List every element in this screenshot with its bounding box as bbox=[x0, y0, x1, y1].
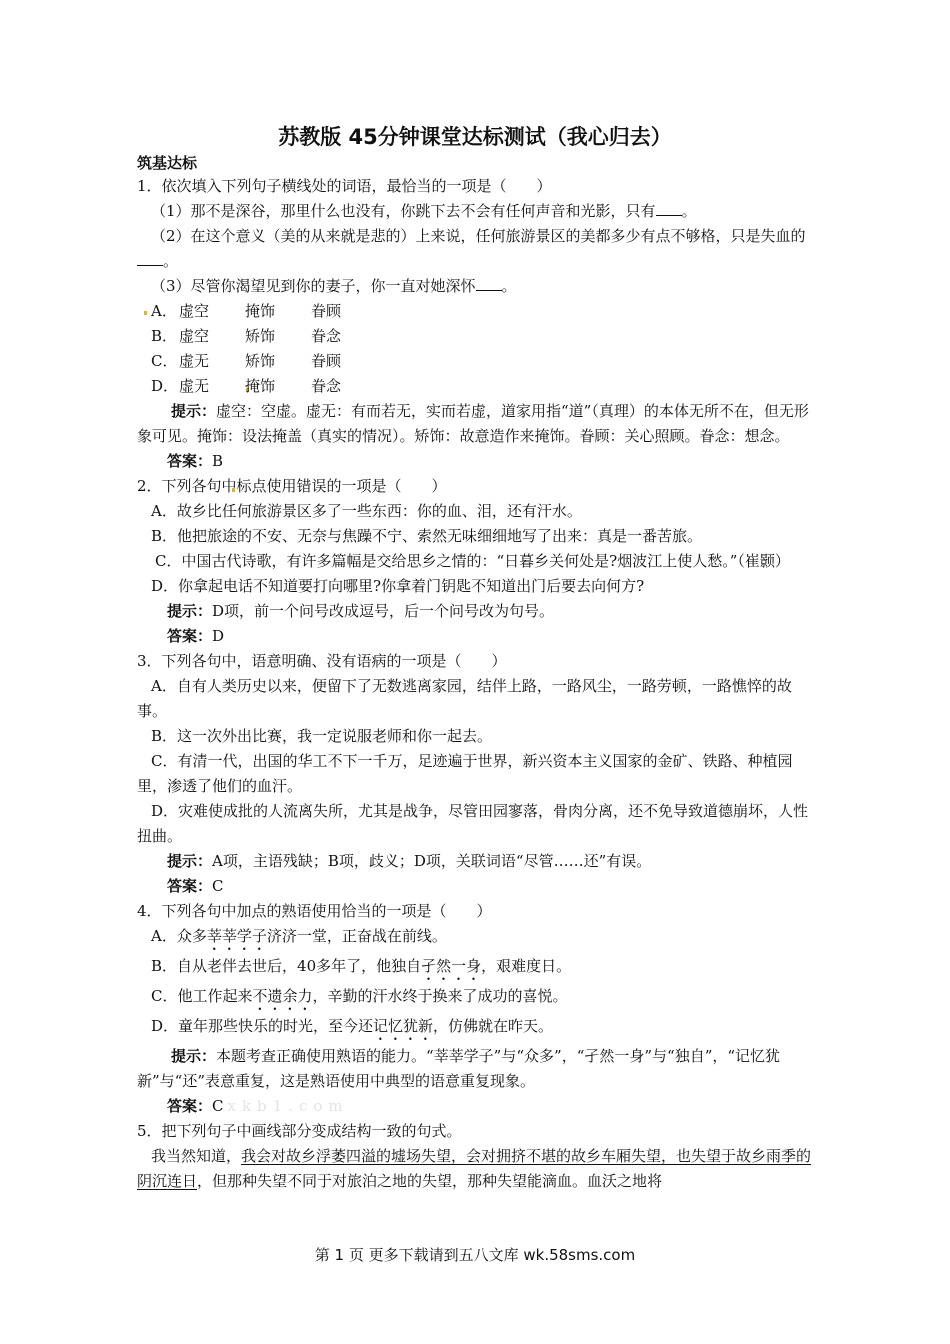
q4-hint: 提示：本题考查正确使用熟语的能力。“莘莘学子”与“众多”，“孑然一身”与“独自”，“记忆犹新”与“还”表意重复，这是熟语使用中典型的语意重复现象。 bbox=[137, 1047, 781, 1090]
q2-option-b: B．他把旅途的不安、无奈与焦躁不宁、索然无味细细地写了出来：真是一番苦旅。 bbox=[151, 527, 703, 545]
q2-option-d: D．你拿起电话不知道要打向哪里?你拿着门钥匙不知道出门后要去向何方? bbox=[151, 577, 645, 595]
q1-sentence-1: （1）那不是深谷，那里什么也没有，你跳下去不会有任何声音和光影，只有 。 bbox=[151, 202, 697, 220]
document-body bbox=[137, 174, 815, 1194]
q1-option-b: B． 虚空 矫饰 眷念 bbox=[151, 327, 342, 345]
q4-answer: 答案：C xkb1.com bbox=[167, 1097, 349, 1115]
q2-option-a: A．故乡比任何旅游景区多了一些东西：你的血、泪，还有汗水。 bbox=[151, 502, 582, 520]
q1-sentence-2: （2）在这个意义（美的从来就是悲的）上来说，任何旅游景区的美都多少有点不够格，只是失血的。 bbox=[137, 224, 815, 274]
question-4-stem: 4．下列各句中加点的熟语使用恰当的一项是（ ） bbox=[137, 902, 492, 920]
q1-hint: 提示：虚空：空虚。虚无：有而若无，实而若虚，道家用指“道”（真理）的本体无所不在，但无形象可见。掩饰：设法掩盖（真实的情况）。矫饰：故意造作来掩饰。眷顾：关心照顾。眷念：想念。 bbox=[137, 402, 809, 445]
q4-option-b: B．自从老伴去世后，40多年了，他独自孑然一身，艰难度日。 bbox=[151, 957, 572, 975]
watermark-text: xkb1.com bbox=[227, 1097, 349, 1115]
answer-blank bbox=[137, 251, 163, 266]
q3-answer: 答案：C bbox=[167, 877, 224, 895]
q1-answer: 答案：B bbox=[167, 452, 224, 470]
q3-option-a: A．自有人类历史以来，便留下了无数逃离家园，结伴上路，一路风尘，一路劳顿，一路憔悴的故事。 bbox=[137, 677, 792, 720]
question-5-stem: 5．把下列句子中画线部分变成结构一致的句式。 bbox=[137, 1122, 462, 1140]
question-1-stem: 1．依次填入下列句子横线处的词语，最恰当的一项是（ ） bbox=[137, 177, 552, 195]
q3-option-b: B．这一次外出比赛，我一定说服老师和你一起去。 bbox=[151, 727, 493, 745]
q1-sentence-3: （3）尽管你渴望见到你的妻子，你一直对她深怀 。 bbox=[151, 277, 517, 295]
q1-option-a: A． 虚空 掩饰 眷顾 bbox=[151, 302, 342, 320]
q4-option-a: A．众多莘莘学子济济一堂，正奋战在前线。 bbox=[151, 927, 447, 945]
answer-blank bbox=[476, 276, 502, 291]
page-footer: 第 1 页 更多下载请到五八文库 wk.58sms.com bbox=[314, 1246, 636, 1264]
page-title: 苏教版 45分钟课堂达标测试（我心归去） bbox=[278, 125, 672, 149]
q3-option-c: C．有清一代，出国的华工不下一千万，足迹遍于世界，新兴资本主义国家的金矿、铁路、种植园里，渗透了他们的血汗。 bbox=[137, 752, 793, 795]
q2-option-c: C．中国古代诗歌，有许多篇幅是交给思乡之情的：“日暮乡关何处是?烟波江上使人愁。”（崔颢） bbox=[155, 552, 790, 570]
answer-blank bbox=[656, 201, 682, 216]
underlined-phrase: 我会对故乡浮萎四溢的墟场失望，会对拥挤不堪的故乡车厢失望，也失望于故乡雨季的阴沉连日 bbox=[137, 1147, 812, 1190]
section-heading: 筑基达标 bbox=[137, 154, 198, 172]
q2-answer: 答案：D bbox=[167, 627, 225, 645]
question-3-stem: 3．下列各句中，语意明确、没有语病的一项是（ ） bbox=[137, 652, 507, 670]
q1-option-d: D．虚无 掩饰 眷念 bbox=[151, 377, 342, 395]
q2-hint: 提示：D项，前一个问号改成逗号，后一个问号改为句号。 bbox=[167, 602, 555, 620]
q3-option-d: D．灾难使成批的人流离失所，尤其是战争，尽管田园寥落，骨肉分离，还不免导致道德崩坏，人性扭曲。 bbox=[137, 802, 809, 845]
q5-passage: 我当然知道，我会对故乡浮萎四溢的墟场失望，会对拥挤不堪的故乡车厢失望，也失望于故乡雨季的阴沉连日，但那种失望不同于对旅泊之地的失望，那种失望能滴血。血沃之地将 bbox=[137, 1147, 812, 1190]
q1-option-c: C． 虚无 矫饰 眷顾 bbox=[151, 352, 342, 370]
question-2-stem: 2．下列各句中标点使用错误的一项是（ ） bbox=[137, 477, 447, 495]
q4-option-c: C．他工作起来不遗余力，辛勤的汗水终于换来了成功的喜悦。 bbox=[151, 987, 568, 1005]
q4-option-d: D．童年那些快乐的时光，至今还记忆犹新，仿佛就在昨天。 bbox=[151, 1017, 554, 1035]
q3-hint: 提示：A项，主语残缺；B项，歧义；D项，关联词语“尽管……还”有误。 bbox=[167, 852, 652, 870]
